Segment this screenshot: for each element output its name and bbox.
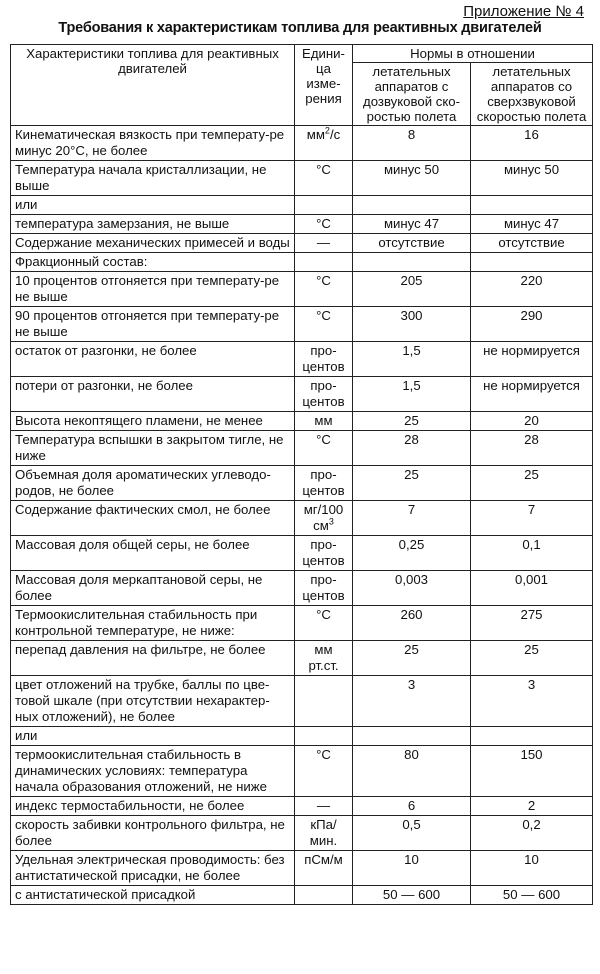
- table-body: [11, 126, 593, 905]
- characteristic-cell: с антистатической присадкой: [11, 886, 295, 905]
- supersonic-value-cell: минус 47: [471, 215, 593, 234]
- supersonic-value-cell: не нормируется: [471, 342, 593, 377]
- supersonic-value-cell: 25: [471, 641, 593, 676]
- unit-text: про-центов: [302, 537, 345, 568]
- table-row: [11, 253, 593, 272]
- subsonic-value-cell: 25: [353, 641, 471, 676]
- characteristic-cell: 10 процентов отгоняется при температу-ре не выше: [11, 272, 295, 307]
- unit-text: мм: [306, 127, 325, 142]
- characteristic-cell: температура замерзания, не выше: [11, 215, 295, 234]
- unit-cell: [295, 746, 353, 797]
- supersonic-value-cell: минус 50: [471, 161, 593, 196]
- subsonic-value-cell: минус 50: [353, 161, 471, 196]
- subsonic-value-cell: [353, 727, 471, 746]
- unit-text: °С: [316, 607, 331, 622]
- unit-cell: [295, 342, 353, 377]
- subsonic-value-cell: отсутствие: [353, 234, 471, 253]
- header-unit: Едини-ца изме-рения: [295, 45, 353, 126]
- table-row: [11, 196, 593, 215]
- unit-text: мм рт.ст.: [308, 642, 339, 673]
- subsonic-value-cell: 50 — 600: [353, 886, 471, 905]
- unit-text: °С: [316, 747, 331, 762]
- unit-superscript: 3: [328, 516, 334, 527]
- table-row: [11, 851, 593, 886]
- subsonic-value-cell: 10: [353, 851, 471, 886]
- unit-superscript: 2: [324, 125, 330, 136]
- table-row: [11, 886, 593, 905]
- unit-text: °С: [316, 308, 331, 323]
- subsonic-value-cell: [353, 253, 471, 272]
- supersonic-value-cell: [471, 196, 593, 215]
- supersonic-value-cell: 0,2: [471, 816, 593, 851]
- characteristic-cell: Температура начала кристаллизации, не выше: [11, 161, 295, 196]
- unit-cell: [295, 234, 353, 253]
- subsonic-value-cell: 25: [353, 412, 471, 431]
- supersonic-value-cell: 20: [471, 412, 593, 431]
- characteristic-cell: скорость забивки контрольного фильтра, не более: [11, 816, 295, 851]
- supersonic-value-cell: 290: [471, 307, 593, 342]
- unit-text: мг/100 см: [303, 502, 344, 533]
- characteristic-cell: Фракционный состав:: [11, 253, 295, 272]
- unit-cell: [295, 466, 353, 501]
- characteristic-cell: Высота некоптящего пламени, не менее: [11, 412, 295, 431]
- subsonic-value-cell: 80: [353, 746, 471, 797]
- supersonic-value-cell: 150: [471, 746, 593, 797]
- characteristic-cell: Объемная доля ароматических углеводо-родов, не более: [11, 466, 295, 501]
- unit-text: про-центов: [302, 343, 345, 374]
- supersonic-value-cell: 0,001: [471, 571, 593, 606]
- unit-cell: [295, 501, 353, 536]
- unit-text: °С: [316, 162, 331, 177]
- table-row: [11, 727, 593, 746]
- unit-text: кПа/ мин.: [309, 817, 338, 848]
- characteristic-cell: индекс термостабильности, не более: [11, 797, 295, 816]
- subsonic-value-cell: [353, 196, 471, 215]
- characteristic-cell: Температура вспышки в закрытом тигле, не ниже: [11, 431, 295, 466]
- unit-cell: [295, 886, 353, 905]
- supersonic-value-cell: 0,1: [471, 536, 593, 571]
- subsonic-value-cell: 0,5: [353, 816, 471, 851]
- characteristic-cell: Массовая доля меркаптановой серы, не более: [11, 571, 295, 606]
- unit-cell: [295, 727, 353, 746]
- appendix-label: Приложение № 4: [463, 3, 584, 20]
- subsonic-value-cell: 260: [353, 606, 471, 641]
- subsonic-value-cell: 1,5: [353, 342, 471, 377]
- supersonic-value-cell: отсутствие: [471, 234, 593, 253]
- table-row: [11, 272, 593, 307]
- characteristic-cell: Содержание фактических смол, не более: [11, 501, 295, 536]
- unit-cell: [295, 431, 353, 466]
- header-characteristic: Характеристики топлива для реактивных двигателей: [11, 45, 295, 126]
- unit-text: —: [316, 798, 331, 813]
- table-row: [11, 377, 593, 412]
- subsonic-value-cell: 3: [353, 676, 471, 727]
- unit-suffix: /c: [329, 127, 341, 142]
- characteristic-cell: потери от разгонки, не более: [11, 377, 295, 412]
- characteristic-cell: Термоокислительная стабильность при контрольной температуре, не ниже:: [11, 606, 295, 641]
- table-row: [11, 746, 593, 797]
- characteristic-cell: Удельная электрическая проводимость: без антистатической присадки, не более: [11, 851, 295, 886]
- table-row: [11, 816, 593, 851]
- unit-text: —: [316, 235, 331, 250]
- unit-cell: [295, 215, 353, 234]
- unit-cell: [295, 676, 353, 727]
- subsonic-value-cell: 6: [353, 797, 471, 816]
- unit-cell: [295, 126, 353, 161]
- unit-text: °С: [316, 216, 331, 231]
- characteristic-cell: 90 процентов отгоняется при температу-ре не выше: [11, 307, 295, 342]
- table-row: [11, 536, 593, 571]
- supersonic-value-cell: 25: [471, 466, 593, 501]
- supersonic-value-cell: 220: [471, 272, 593, 307]
- supersonic-value-cell: 7: [471, 501, 593, 536]
- unit-cell: [295, 536, 353, 571]
- subsonic-value-cell: 7: [353, 501, 471, 536]
- unit-cell: [295, 797, 353, 816]
- characteristic-cell: Содержание механических примесей и воды: [11, 234, 295, 253]
- unit-text: про-центов: [302, 572, 345, 603]
- unit-cell: [295, 816, 353, 851]
- subsonic-value-cell: 0,003: [353, 571, 471, 606]
- subsonic-value-cell: 205: [353, 272, 471, 307]
- header-supersonic: летательных аппаратов со сверхзвуковой скоростью полета: [471, 63, 593, 126]
- unit-cell: [295, 196, 353, 215]
- characteristic-cell: термоокислительная стабильность в динамических условиях: температура начала образования отложений, не ниже: [11, 746, 295, 797]
- subsonic-value-cell: 28: [353, 431, 471, 466]
- table-row: [11, 641, 593, 676]
- table-row: [11, 571, 593, 606]
- supersonic-value-cell: 28: [471, 431, 593, 466]
- table-row: [11, 412, 593, 431]
- subsonic-value-cell: 0,25: [353, 536, 471, 571]
- unit-cell: [295, 307, 353, 342]
- subsonic-value-cell: 300: [353, 307, 471, 342]
- supersonic-value-cell: 50 — 600: [471, 886, 593, 905]
- unit-cell: [295, 377, 353, 412]
- characteristic-cell: или: [11, 196, 295, 215]
- unit-cell: [295, 641, 353, 676]
- table-row: [11, 126, 593, 161]
- characteristic-cell: остаток от разгонки, не более: [11, 342, 295, 377]
- table-row: [11, 501, 593, 536]
- unit-cell: [295, 161, 353, 196]
- subsonic-value-cell: 8: [353, 126, 471, 161]
- subsonic-value-cell: 1,5: [353, 377, 471, 412]
- supersonic-value-cell: 275: [471, 606, 593, 641]
- characteristic-cell: или: [11, 727, 295, 746]
- supersonic-value-cell: не нормируется: [471, 377, 593, 412]
- header-subsonic: летательных аппаратов с дозвуковой ско-ростью полета: [353, 63, 471, 126]
- table-row: [11, 161, 593, 196]
- unit-cell: [295, 253, 353, 272]
- unit-text: мм: [314, 413, 333, 428]
- unit-text: про-центов: [302, 467, 345, 498]
- table-row: [11, 234, 593, 253]
- unit-cell: [295, 412, 353, 431]
- table-row: [11, 606, 593, 641]
- table-row: [11, 307, 593, 342]
- header-norms: Нормы в отношении: [353, 45, 593, 63]
- characteristic-cell: цвет отложений на трубке, баллы по цве-товой шкале (при отсутствии нехарактер-ных отложений), не более: [11, 676, 295, 727]
- table-row: [11, 466, 593, 501]
- supersonic-value-cell: [471, 727, 593, 746]
- table-row: [11, 342, 593, 377]
- supersonic-value-cell: 10: [471, 851, 593, 886]
- subsonic-value-cell: 25: [353, 466, 471, 501]
- unit-text: °С: [316, 432, 331, 447]
- document-title: Требования к характеристикам топлива для реактивных двигателей: [58, 20, 542, 36]
- subsonic-value-cell: минус 47: [353, 215, 471, 234]
- unit-cell: [295, 851, 353, 886]
- table-row: [11, 431, 593, 466]
- table-row: [11, 676, 593, 727]
- unit-text: пСм/м: [304, 852, 343, 867]
- table-row: [11, 797, 593, 816]
- unit-cell: [295, 272, 353, 307]
- supersonic-value-cell: 16: [471, 126, 593, 161]
- unit-cell: [295, 571, 353, 606]
- characteristic-cell: Кинематическая вязкость при температу-ре минус 20°С, не более: [11, 126, 295, 161]
- unit-text: про-центов: [302, 378, 345, 409]
- unit-cell: [295, 606, 353, 641]
- characteristic-cell: Массовая доля общей серы, не более: [11, 536, 295, 571]
- unit-text: °С: [316, 273, 331, 288]
- table-row: [11, 215, 593, 234]
- supersonic-value-cell: 2: [471, 797, 593, 816]
- requirements-table: [10, 44, 593, 905]
- supersonic-value-cell: 3: [471, 676, 593, 727]
- supersonic-value-cell: [471, 253, 593, 272]
- characteristic-cell: перепад давления на фильтре, не более: [11, 641, 295, 676]
